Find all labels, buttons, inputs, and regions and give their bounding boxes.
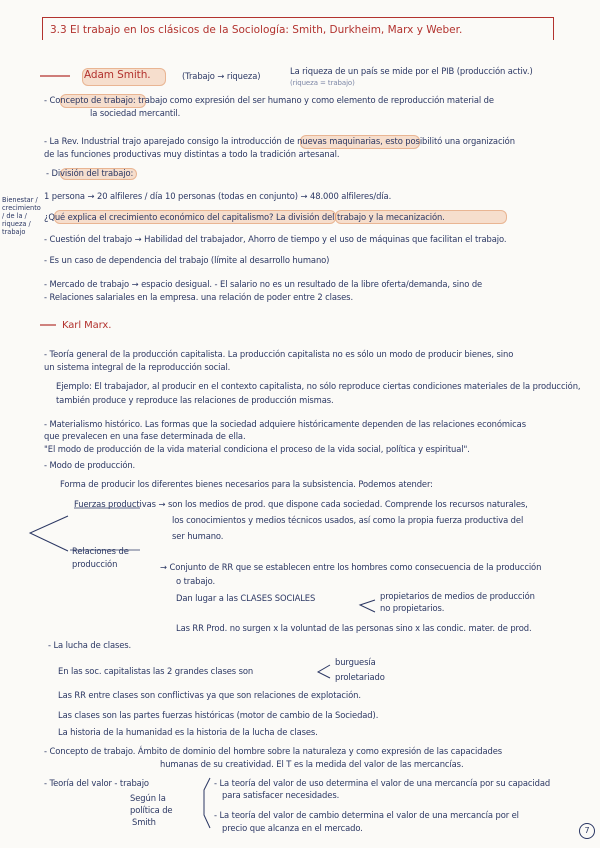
marx-line: política de	[130, 805, 173, 815]
marx-line: los conocimientos y medios técnicos usados, así como la propia fuerza productiva del	[172, 515, 524, 525]
smith-aside2: La riqueza de un país se mide por el PIB (producción activ.)	[290, 66, 533, 76]
marx-line: → Conjunto de RR que se establecen entre los hombres como consecuencia de la producción	[160, 562, 542, 572]
smith-line: - Es un caso de dependencia del trabajo (límite al desarrollo humano)	[44, 255, 330, 265]
smith-line: - Concepto de trabajo: trabajo como expresión del ser humano y como elemento de reproducción material de	[44, 95, 494, 105]
marx-line: - Materialismo histórico. Las formas que la sociedad adquiere históricamente dependen de las relaciones económicas	[44, 419, 526, 429]
marx-heading: Karl Marx.	[62, 320, 112, 331]
marx-line: - Teoría general de la producción capitalista. La producción capitalista no es sólo un modo de producir bienes, sino	[44, 349, 514, 359]
smith-line: la sociedad mercantil.	[90, 108, 181, 118]
smith-heading: Adam Smith.	[84, 69, 151, 81]
marx-line: - Teoría del valor - trabajo	[44, 778, 149, 788]
page-title: 3.3 El trabajo en los clásicos de la Sociología: Smith, Durkheim, Marx y Weber.	[50, 24, 463, 36]
bracket-modo	[30, 516, 68, 551]
marx-line: Ejemplo: El trabajador, al producir en el contexto capitalista, no sólo reproduce ciertas condiciones materiales de la producción,	[56, 381, 581, 391]
marx-line: o trabajo.	[176, 576, 216, 586]
marx-line: "El modo de producción de la vida material condiciona el proceso de la vida social, política y espiritual".	[44, 444, 470, 454]
marx-line: - La lucha de clases.	[48, 640, 132, 650]
smith-line: - Mercado de trabajo → espacio desigual. - El salario no es un resultado de la libre oferta/demanda, sino de	[44, 279, 483, 289]
marx-line: La historia de la humanidad es la historia de la lucha de clases.	[58, 727, 318, 737]
marx-line: propietarios de medios de producción	[380, 591, 535, 601]
marx-line: burguesía	[335, 657, 376, 667]
smith-margin-note: Bienestar / crecimiento / de la / riqueza / trabajo	[2, 196, 41, 236]
marx-line: proletariado	[335, 672, 385, 682]
marx-line: - Modo de producción.	[44, 460, 136, 470]
bracket-valor	[204, 778, 210, 828]
marx-line: Las clases son las partes fuerzas históricas (motor de cambio de la Sociedad).	[58, 710, 379, 720]
smith-line: ¿Qué explica el crecimiento económico del capitalismo? La división del trabajo y la mecanización.	[44, 212, 445, 222]
smith-line: - La Rev. Industrial trajo aparejado consigo la introducción de nuevas maquinarias, esto posibilitó una organización	[44, 136, 515, 146]
marx-line: En las soc. capitalistas las 2 grandes clases son	[58, 666, 254, 676]
marx-line: Según la	[130, 793, 166, 803]
bracket-burguesia	[318, 665, 330, 678]
marx-line: para satisfacer necesidades.	[222, 790, 340, 800]
marx-line: - Concepto de trabajo. Ámbito de dominio del hombre sobre la naturaleza y como expresión de las capacidades	[44, 746, 503, 756]
marx-line: precio que alcanza en el mercado.	[222, 823, 363, 833]
marx-line: Las RR entre clases son conflictivas ya que son relaciones de explotación.	[58, 690, 361, 700]
smith-line: de las funciones productivas muy distintas a todo la tradición artesanal.	[44, 149, 340, 159]
marx-line: ser humano.	[172, 531, 224, 541]
smith-line: - División del trabajo:	[46, 168, 134, 178]
marx-line: Dan lugar a las CLASES SOCIALES	[176, 593, 316, 603]
marx-line: también produce y reproduce las relaciones de producción mismas.	[56, 395, 334, 405]
marx-line: un sistema integral de la reproducción social.	[44, 362, 231, 372]
marx-line: no propietarios.	[380, 603, 445, 613]
marx-line: producción	[72, 559, 118, 569]
smith-line: - Relaciones salariales en la empresa. una relación de poder entre 2 clases.	[44, 292, 354, 302]
smith-line: - Cuestión del trabajo → Habilidad del trabajador, Ahorro de tiempo y el uso de máquinas que facilitan el trabajo.	[44, 234, 507, 244]
marx-line: - La teoría del valor de cambio determina el valor de una mercancía por el	[214, 810, 519, 820]
marx-line: Forma de producir los diferentes bienes necesarios para la subsistencia. Podemos atender:	[60, 479, 433, 489]
marx-line: - La teoría del valor de uso determina el valor de una mercancía por su capacidad	[214, 778, 551, 788]
marx-line: que prevalecen en una fase determinada de ella.	[44, 431, 246, 441]
marx-line: Fuerzas productivas → son los medios de prod. que dispone cada sociedad. Comprende los recursos naturales,	[74, 499, 528, 509]
smith-line: 1 persona → 20 alfileres / día 10 personas (todas en conjunto) → 48.000 alfileres/día.	[44, 191, 392, 201]
page-number: 7	[579, 823, 595, 839]
bracket-clases	[360, 600, 375, 612]
smith-aside: (Trabajo → riqueza)	[182, 71, 261, 81]
marx-line: Smith	[132, 817, 156, 827]
marx-line: Relaciones de	[72, 546, 129, 556]
marx-line: Las RR Prod. no surgen x la voluntad de las personas sino x las condic. mater. de prod.	[176, 623, 532, 633]
smith-aside3: (riqueza = trabajo)	[290, 79, 355, 87]
marx-line: humanas de su creatividad. El T es la medida del valor de las mercancías.	[160, 759, 464, 769]
